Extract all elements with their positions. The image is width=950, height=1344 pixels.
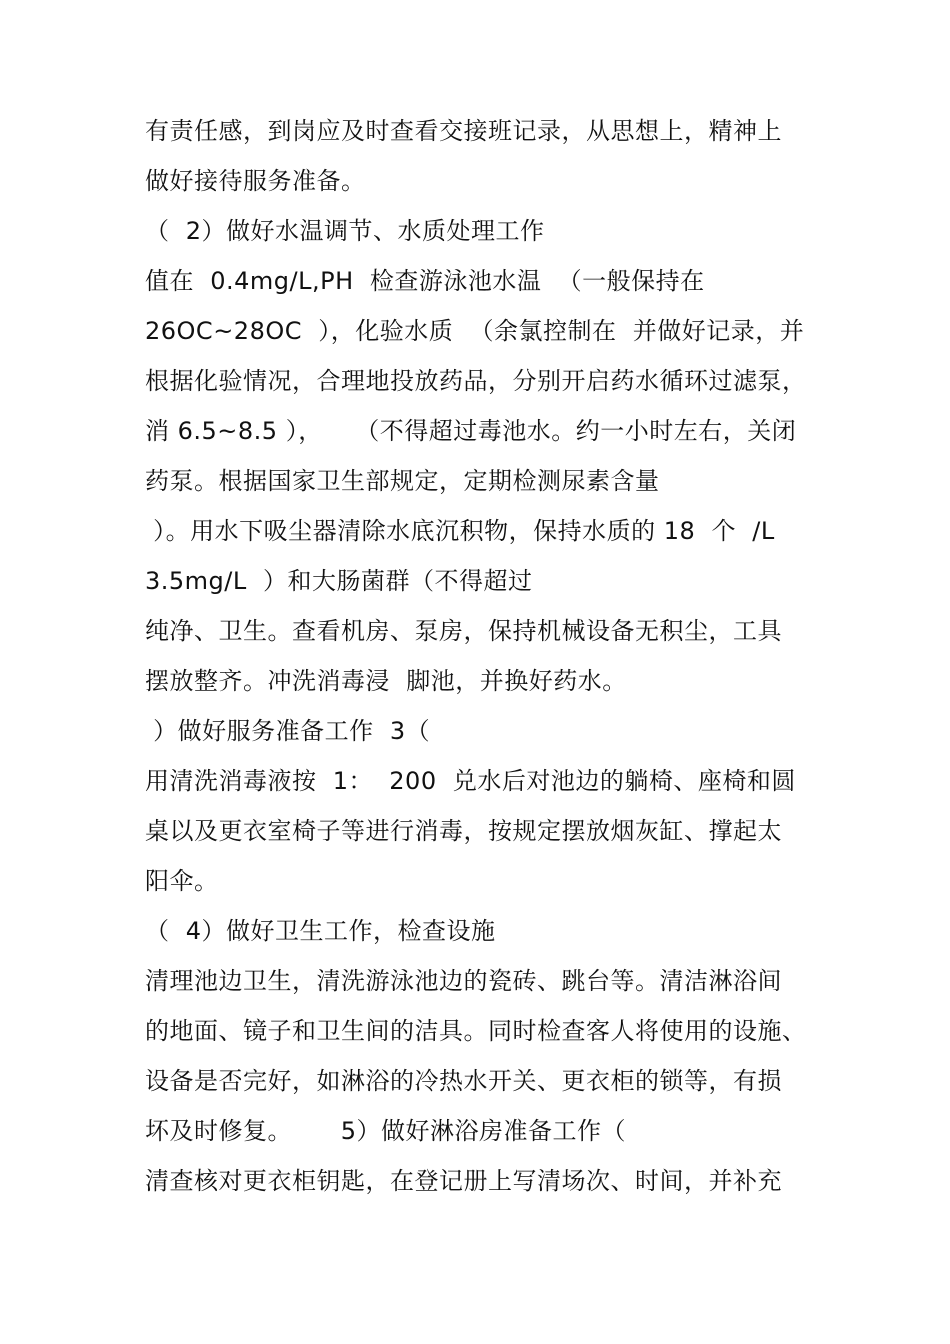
text-line: 根据化验情况，合理地投放药品，分别开启药水循环过滤泵， — [145, 367, 807, 395]
text-line: 做好接待服务准备。 — [145, 167, 366, 195]
text-line: 的地面、镜子和卫生间的洁具。同时检查客人将使用的设施、 — [145, 1017, 807, 1045]
text-line: 阳伞。 — [145, 867, 219, 895]
text-line: 清查核对更衣柜钥匙，在登记册上写清场次、时间，并补充 — [145, 1167, 782, 1195]
text-line: ）做好服务准备工作 3（ — [145, 717, 431, 745]
text-line: （ 4）做好卫生工作，检查设施 — [145, 917, 496, 945]
text-line: ）。用水下吸尘器清除水底沉积物，保持水质的 18 个 /L — [145, 517, 775, 545]
text-line: 纯净、卫生。查看机房、泵房，保持机械设备无积尘，工具 — [145, 617, 782, 645]
text-line: 3.5mg/L ）和大肠菌群（不得超过 — [145, 567, 533, 595]
text-line: 清理池边卫生，清洗游泳池边的瓷砖、跳台等。清洁淋浴间 — [145, 967, 782, 995]
text-line: 药泵。根据国家卫生部规定，定期检测尿素含量 — [145, 467, 660, 495]
text-line: 桌以及更衣室椅子等进行消毒，按规定摆放烟灰缸、撑起太 — [145, 817, 782, 845]
text-line: 用清洗消毒液按 1： 200 兑水后对池边的躺椅、座椅和圆 — [145, 767, 796, 795]
text-line: 有责任感，到岗应及时查看交接班记录，从思想上，精神上 — [145, 117, 782, 145]
text-line: （ 2）做好水温调节、水质处理工作 — [145, 217, 545, 245]
text-line: 26OC~28OC ），化验水质 （余氯控制在 并做好记录，并 — [145, 317, 805, 345]
text-line: 摆放整齐。冲洗消毒浸 脚池，并换好药水。 — [145, 667, 627, 695]
text-line: 坏及时修复。 5）做好淋浴房准备工作（ — [145, 1117, 627, 1145]
text-line: 值在 0.4mg/L,PH 检查游泳池水温 （一般保持在 — [145, 267, 705, 295]
text-line: 设备是否完好，如淋浴的冷热水开关、更衣柜的锁等，有损 — [145, 1067, 782, 1095]
text-line: 消 6.5~8.5 ）， （不得超过毒池水。约一小时左右，关闭 — [145, 417, 797, 445]
